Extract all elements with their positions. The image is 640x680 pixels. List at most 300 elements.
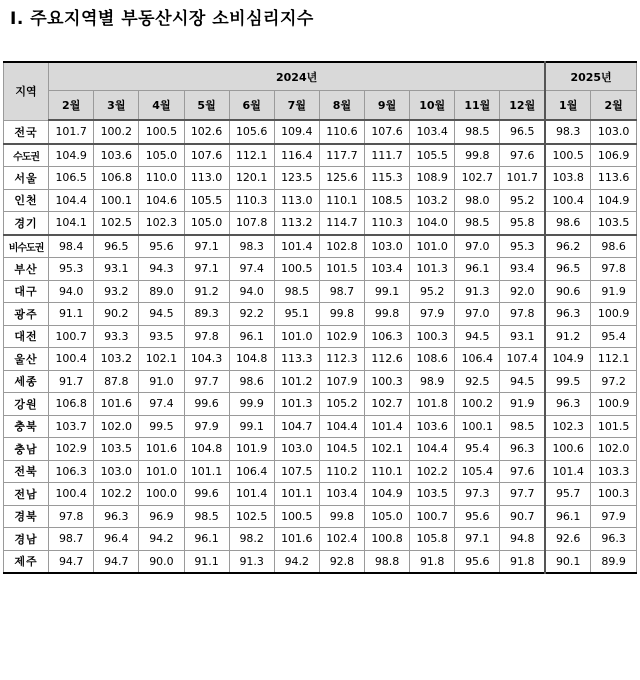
- index-value-cell: 93.3: [94, 325, 139, 348]
- index-value-cell: 102.9: [319, 325, 364, 348]
- index-value-cell: 95.6: [139, 235, 184, 258]
- index-value-cell: 102.5: [229, 505, 274, 528]
- index-value-cell: 111.7: [365, 144, 410, 167]
- index-value-cell: 93.2: [94, 280, 139, 303]
- month-header-2024: 6월: [229, 91, 274, 121]
- index-value-cell: 110.2: [319, 460, 364, 483]
- index-value-cell: 102.1: [139, 348, 184, 371]
- index-value-cell: 101.0: [410, 235, 455, 258]
- index-value-cell: 104.4: [319, 415, 364, 438]
- table-row: [4, 167, 637, 190]
- index-value-cell: 96.1: [184, 528, 229, 551]
- index-value-cell: 101.4: [365, 415, 410, 438]
- index-value-cell: 110.1: [319, 189, 364, 212]
- index-value-cell: 103.0: [274, 438, 319, 461]
- month-header-2024: 5월: [184, 91, 229, 121]
- index-value-cell: 99.8: [455, 144, 500, 167]
- index-value-cell: 95.7: [545, 483, 591, 506]
- index-value-cell: 101.0: [139, 460, 184, 483]
- month-header-2024: 2월: [49, 91, 94, 121]
- region-cell: 대구: [4, 280, 49, 303]
- region-cell: 광주: [4, 303, 49, 326]
- table-header: [4, 62, 637, 120]
- index-value-cell: 97.1: [455, 528, 500, 551]
- index-value-cell: 101.4: [545, 460, 591, 483]
- index-value-cell: 104.4: [410, 438, 455, 461]
- index-value-cell: 103.2: [94, 348, 139, 371]
- region-cell: 인천: [4, 189, 49, 212]
- month-header-2025: 2월: [591, 91, 637, 121]
- index-value-cell: 102.1: [365, 438, 410, 461]
- region-cell: 충남: [4, 438, 49, 461]
- index-value-cell: 109.4: [274, 120, 319, 144]
- index-value-cell: 97.3: [455, 483, 500, 506]
- index-value-cell: 106.4: [229, 460, 274, 483]
- region-cell: 수도권: [4, 144, 49, 167]
- index-value-cell: 97.8: [49, 505, 94, 528]
- index-value-cell: 91.8: [500, 550, 545, 573]
- index-value-cell: 112.6: [365, 348, 410, 371]
- index-value-cell: 105.0: [139, 144, 184, 167]
- index-value-cell: 100.3: [591, 483, 637, 506]
- index-value-cell: 100.2: [94, 120, 139, 144]
- index-value-cell: 99.8: [319, 303, 364, 326]
- index-value-cell: 98.2: [229, 528, 274, 551]
- index-value-cell: 110.3: [229, 189, 274, 212]
- index-value-cell: 103.0: [365, 235, 410, 258]
- sentiment-index-table: [3, 61, 637, 574]
- index-value-cell: 101.6: [274, 528, 319, 551]
- index-value-cell: 103.3: [591, 460, 637, 483]
- index-value-cell: 91.0: [139, 370, 184, 393]
- index-value-cell: 101.4: [229, 483, 274, 506]
- index-value-cell: 101.7: [49, 120, 94, 144]
- index-value-cell: 91.2: [184, 280, 229, 303]
- index-value-cell: 106.4: [455, 348, 500, 371]
- index-value-cell: 92.2: [229, 303, 274, 326]
- index-value-cell: 96.1: [229, 325, 274, 348]
- index-value-cell: 103.0: [94, 460, 139, 483]
- index-value-cell: 100.9: [591, 393, 637, 416]
- index-value-cell: 107.6: [365, 120, 410, 144]
- index-value-cell: 112.3: [319, 348, 364, 371]
- index-value-cell: 97.4: [139, 393, 184, 416]
- index-value-cell: 115.3: [365, 167, 410, 190]
- index-value-cell: 92.5: [455, 370, 500, 393]
- index-value-cell: 104.9: [591, 189, 637, 212]
- index-value-cell: 99.1: [365, 280, 410, 303]
- index-value-cell: 104.8: [184, 438, 229, 461]
- table-row: [4, 550, 637, 573]
- index-value-cell: 106.3: [49, 460, 94, 483]
- index-value-cell: 108.5: [365, 189, 410, 212]
- region-column-header: 지역: [4, 62, 49, 120]
- table-row: [4, 258, 637, 281]
- index-value-cell: 90.1: [545, 550, 591, 573]
- index-value-cell: 113.3: [274, 348, 319, 371]
- index-value-cell: 94.5: [139, 303, 184, 326]
- index-value-cell: 89.3: [184, 303, 229, 326]
- index-value-cell: 102.0: [94, 415, 139, 438]
- month-header-2024: 3월: [94, 91, 139, 121]
- index-value-cell: 103.5: [94, 438, 139, 461]
- index-value-cell: 107.5: [274, 460, 319, 483]
- index-value-cell: 97.6: [500, 460, 545, 483]
- index-value-cell: 123.5: [274, 167, 319, 190]
- index-value-cell: 100.3: [365, 370, 410, 393]
- index-value-cell: 100.4: [545, 189, 591, 212]
- table-row: [4, 438, 637, 461]
- index-value-cell: 104.4: [49, 189, 94, 212]
- index-value-cell: 101.2: [274, 370, 319, 393]
- index-value-cell: 95.1: [274, 303, 319, 326]
- index-value-cell: 97.0: [455, 235, 500, 258]
- index-value-cell: 117.7: [319, 144, 364, 167]
- region-cell: 부산: [4, 258, 49, 281]
- index-value-cell: 100.2: [455, 393, 500, 416]
- index-value-cell: 103.8: [545, 167, 591, 190]
- index-value-cell: 96.5: [545, 258, 591, 281]
- table-row: [4, 235, 637, 258]
- index-value-cell: 97.4: [229, 258, 274, 281]
- index-value-cell: 113.6: [591, 167, 637, 190]
- index-value-cell: 106.9: [591, 144, 637, 167]
- index-value-cell: 110.3: [365, 212, 410, 235]
- index-value-cell: 92.6: [545, 528, 591, 551]
- index-value-cell: 105.4: [455, 460, 500, 483]
- index-value-cell: 97.8: [500, 303, 545, 326]
- index-value-cell: 99.8: [365, 303, 410, 326]
- index-value-cell: 104.1: [49, 212, 94, 235]
- region-cell: 경북: [4, 505, 49, 528]
- index-value-cell: 103.6: [94, 144, 139, 167]
- table-row: [4, 325, 637, 348]
- index-value-cell: 94.0: [49, 280, 94, 303]
- index-value-cell: 103.4: [319, 483, 364, 506]
- month-header-2024: 12월: [500, 91, 545, 121]
- index-value-cell: 98.9: [410, 370, 455, 393]
- index-value-cell: 110.1: [365, 460, 410, 483]
- index-value-cell: 98.7: [49, 528, 94, 551]
- index-value-cell: 98.6: [229, 370, 274, 393]
- index-value-cell: 98.5: [184, 505, 229, 528]
- index-value-cell: 96.3: [545, 393, 591, 416]
- index-value-cell: 94.2: [139, 528, 184, 551]
- index-value-cell: 97.6: [500, 144, 545, 167]
- index-value-cell: 103.6: [410, 415, 455, 438]
- index-value-cell: 97.0: [455, 303, 500, 326]
- region-cell: 전남: [4, 483, 49, 506]
- index-value-cell: 100.4: [49, 348, 94, 371]
- index-value-cell: 96.1: [545, 505, 591, 528]
- index-value-cell: 99.5: [139, 415, 184, 438]
- index-value-cell: 97.9: [184, 415, 229, 438]
- index-value-cell: 106.3: [365, 325, 410, 348]
- index-value-cell: 100.6: [545, 438, 591, 461]
- index-value-cell: 104.9: [365, 483, 410, 506]
- index-value-cell: 101.0: [274, 325, 319, 348]
- index-value-cell: 100.8: [365, 528, 410, 551]
- index-value-cell: 98.6: [545, 212, 591, 235]
- year-2025-header: 2025년: [545, 62, 636, 91]
- index-value-cell: 99.8: [319, 505, 364, 528]
- index-value-cell: 104.6: [139, 189, 184, 212]
- index-value-cell: 102.9: [49, 438, 94, 461]
- index-value-cell: 101.6: [94, 393, 139, 416]
- index-value-cell: 113.0: [184, 167, 229, 190]
- index-value-cell: 104.9: [49, 144, 94, 167]
- month-header-2024: 4월: [139, 91, 184, 121]
- index-value-cell: 96.2: [545, 235, 591, 258]
- index-value-cell: 103.4: [410, 120, 455, 144]
- region-cell: 제주: [4, 550, 49, 573]
- index-value-cell: 91.7: [49, 370, 94, 393]
- index-value-cell: 91.8: [410, 550, 455, 573]
- index-value-cell: 99.6: [184, 483, 229, 506]
- index-value-cell: 99.9: [229, 393, 274, 416]
- table-row: [4, 212, 637, 235]
- index-value-cell: 103.5: [410, 483, 455, 506]
- index-value-cell: 98.5: [500, 415, 545, 438]
- index-value-cell: 102.7: [455, 167, 500, 190]
- index-value-cell: 104.7: [274, 415, 319, 438]
- index-value-cell: 100.5: [274, 258, 319, 281]
- index-value-cell: 107.4: [500, 348, 545, 371]
- index-value-cell: 97.9: [591, 505, 637, 528]
- index-value-cell: 113.0: [274, 189, 319, 212]
- index-value-cell: 97.1: [184, 235, 229, 258]
- index-value-cell: 93.5: [139, 325, 184, 348]
- index-value-cell: 103.5: [591, 212, 637, 235]
- index-value-cell: 106.5: [49, 167, 94, 190]
- index-value-cell: 91.1: [184, 550, 229, 573]
- index-value-cell: 96.3: [500, 438, 545, 461]
- index-value-cell: 100.0: [139, 483, 184, 506]
- region-cell: 대전: [4, 325, 49, 348]
- index-value-cell: 98.5: [455, 120, 500, 144]
- index-value-cell: 105.5: [184, 189, 229, 212]
- index-value-cell: 95.2: [500, 189, 545, 212]
- index-value-cell: 97.2: [591, 370, 637, 393]
- index-value-cell: 108.9: [410, 167, 455, 190]
- index-value-cell: 87.8: [94, 370, 139, 393]
- index-value-cell: 90.7: [500, 505, 545, 528]
- table-body: [4, 120, 637, 573]
- table-row: [4, 483, 637, 506]
- region-cell: 전국: [4, 120, 49, 144]
- index-value-cell: 112.1: [591, 348, 637, 371]
- index-value-cell: 96.3: [591, 528, 637, 551]
- table-row: [4, 393, 637, 416]
- index-value-cell: 105.0: [184, 212, 229, 235]
- region-cell: 비수도권: [4, 235, 49, 258]
- index-value-cell: 102.2: [410, 460, 455, 483]
- month-header-2024: 11월: [455, 91, 500, 121]
- table-row: [4, 280, 637, 303]
- index-value-cell: 106.8: [94, 167, 139, 190]
- index-value-cell: 112.1: [229, 144, 274, 167]
- index-value-cell: 90.6: [545, 280, 591, 303]
- index-value-cell: 97.7: [500, 483, 545, 506]
- index-value-cell: 95.4: [455, 438, 500, 461]
- index-value-cell: 95.4: [591, 325, 637, 348]
- index-value-cell: 101.6: [139, 438, 184, 461]
- index-value-cell: 98.5: [455, 212, 500, 235]
- month-header-2024: 7월: [274, 91, 319, 121]
- index-value-cell: 102.6: [184, 120, 229, 144]
- month-header-row: [4, 91, 637, 121]
- index-value-cell: 94.3: [139, 258, 184, 281]
- region-cell: 경기: [4, 212, 49, 235]
- index-value-cell: 103.7: [49, 415, 94, 438]
- table-row: [4, 303, 637, 326]
- index-value-cell: 89.9: [591, 550, 637, 573]
- index-value-cell: 100.5: [274, 505, 319, 528]
- index-value-cell: 101.7: [500, 167, 545, 190]
- month-header-2024: 10월: [410, 91, 455, 121]
- index-value-cell: 100.5: [545, 144, 591, 167]
- index-value-cell: 101.8: [410, 393, 455, 416]
- index-value-cell: 93.4: [500, 258, 545, 281]
- index-value-cell: 98.0: [455, 189, 500, 212]
- index-value-cell: 94.7: [49, 550, 94, 573]
- index-value-cell: 96.3: [545, 303, 591, 326]
- index-value-cell: 100.7: [49, 325, 94, 348]
- index-value-cell: 91.3: [229, 550, 274, 573]
- index-value-cell: 102.2: [94, 483, 139, 506]
- index-value-cell: 101.3: [274, 393, 319, 416]
- index-value-cell: 100.3: [410, 325, 455, 348]
- table-row: [4, 189, 637, 212]
- index-value-cell: 96.3: [94, 505, 139, 528]
- table-row: [4, 348, 637, 371]
- index-value-cell: 104.5: [319, 438, 364, 461]
- index-value-cell: 94.0: [229, 280, 274, 303]
- index-value-cell: 101.1: [274, 483, 319, 506]
- index-value-cell: 110.6: [319, 120, 364, 144]
- index-value-cell: 101.1: [184, 460, 229, 483]
- index-value-cell: 95.3: [49, 258, 94, 281]
- index-value-cell: 102.8: [319, 235, 364, 258]
- index-value-cell: 102.3: [139, 212, 184, 235]
- index-value-cell: 93.1: [500, 325, 545, 348]
- index-value-cell: 94.7: [94, 550, 139, 573]
- table-row: [4, 120, 637, 144]
- index-value-cell: 104.0: [410, 212, 455, 235]
- index-value-cell: 101.9: [229, 438, 274, 461]
- index-value-cell: 103.0: [591, 120, 637, 144]
- index-value-cell: 97.8: [591, 258, 637, 281]
- index-value-cell: 100.5: [139, 120, 184, 144]
- index-value-cell: 105.2: [319, 393, 364, 416]
- index-value-cell: 107.6: [184, 144, 229, 167]
- page-title: Ⅰ. 주요지역별 부동산시장 소비심리지수: [10, 9, 314, 29]
- index-value-cell: 100.1: [455, 415, 500, 438]
- month-header-2025: 1월: [545, 91, 591, 121]
- table-row: [4, 505, 637, 528]
- sentiment-index-table-wrapper: [3, 61, 637, 574]
- index-value-cell: 104.3: [184, 348, 229, 371]
- index-value-cell: 102.3: [545, 415, 591, 438]
- index-value-cell: 98.3: [545, 120, 591, 144]
- index-value-cell: 94.8: [500, 528, 545, 551]
- index-value-cell: 91.3: [455, 280, 500, 303]
- index-value-cell: 105.6: [229, 120, 274, 144]
- index-value-cell: 101.5: [591, 415, 637, 438]
- table-row: [4, 528, 637, 551]
- region-cell: 전북: [4, 460, 49, 483]
- index-value-cell: 93.1: [94, 258, 139, 281]
- index-value-cell: 98.3: [229, 235, 274, 258]
- index-value-cell: 102.5: [94, 212, 139, 235]
- index-value-cell: 107.8: [229, 212, 274, 235]
- region-cell: 서울: [4, 167, 49, 190]
- index-value-cell: 101.5: [319, 258, 364, 281]
- region-cell: 울산: [4, 348, 49, 371]
- index-value-cell: 96.9: [139, 505, 184, 528]
- index-value-cell: 96.4: [94, 528, 139, 551]
- index-value-cell: 99.5: [545, 370, 591, 393]
- index-value-cell: 100.1: [94, 189, 139, 212]
- index-value-cell: 91.1: [49, 303, 94, 326]
- index-value-cell: 94.2: [274, 550, 319, 573]
- index-value-cell: 95.8: [500, 212, 545, 235]
- table-row: [4, 415, 637, 438]
- index-value-cell: 96.1: [455, 258, 500, 281]
- index-value-cell: 108.6: [410, 348, 455, 371]
- index-value-cell: 114.7: [319, 212, 364, 235]
- index-value-cell: 96.5: [94, 235, 139, 258]
- index-value-cell: 105.0: [365, 505, 410, 528]
- index-value-cell: 106.8: [49, 393, 94, 416]
- index-value-cell: 102.0: [591, 438, 637, 461]
- region-cell: 충북: [4, 415, 49, 438]
- index-value-cell: 99.6: [184, 393, 229, 416]
- index-value-cell: 97.9: [410, 303, 455, 326]
- index-value-cell: 90.2: [94, 303, 139, 326]
- month-header-2024: 9월: [365, 91, 410, 121]
- index-value-cell: 104.8: [229, 348, 274, 371]
- index-value-cell: 91.9: [591, 280, 637, 303]
- index-value-cell: 98.5: [274, 280, 319, 303]
- year-2024-header: 2024년: [49, 62, 546, 91]
- index-value-cell: 107.9: [319, 370, 364, 393]
- index-value-cell: 100.4: [49, 483, 94, 506]
- index-value-cell: 113.2: [274, 212, 319, 235]
- index-value-cell: 90.0: [139, 550, 184, 573]
- index-value-cell: 98.6: [591, 235, 637, 258]
- index-value-cell: 95.3: [500, 235, 545, 258]
- index-value-cell: 94.5: [500, 370, 545, 393]
- index-value-cell: 105.8: [410, 528, 455, 551]
- index-value-cell: 103.2: [410, 189, 455, 212]
- index-value-cell: 98.7: [319, 280, 364, 303]
- index-value-cell: 98.4: [49, 235, 94, 258]
- index-value-cell: 98.8: [365, 550, 410, 573]
- index-value-cell: 125.6: [319, 167, 364, 190]
- index-value-cell: 103.4: [365, 258, 410, 281]
- index-value-cell: 100.7: [410, 505, 455, 528]
- index-value-cell: 120.1: [229, 167, 274, 190]
- month-header-2024: 8월: [319, 91, 364, 121]
- index-value-cell: 95.6: [455, 550, 500, 573]
- region-cell: 강원: [4, 393, 49, 416]
- index-value-cell: 101.4: [274, 235, 319, 258]
- index-value-cell: 100.9: [591, 303, 637, 326]
- index-value-cell: 104.9: [545, 348, 591, 371]
- index-value-cell: 97.8: [184, 325, 229, 348]
- index-value-cell: 94.5: [455, 325, 500, 348]
